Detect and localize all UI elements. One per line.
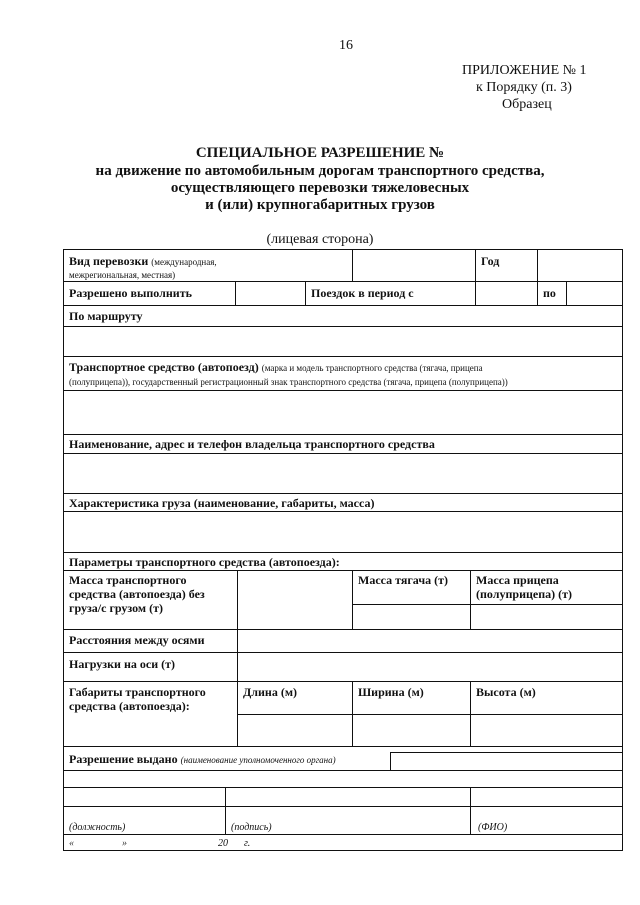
- col-line: [390, 752, 391, 770]
- form-border-right: [622, 249, 623, 850]
- col-line: [237, 570, 238, 746]
- page-number: 16: [339, 38, 353, 53]
- document-title: СПЕЦИАЛЬНОЕ РАЗРЕШЕНИЕ №: [195, 145, 445, 161]
- row-line: [63, 770, 623, 771]
- height-label: Высота (м): [476, 685, 536, 699]
- row-line: [63, 552, 623, 553]
- trailer-mass-label-1: Масса прицепа: [476, 573, 559, 587]
- position-label: (должность): [69, 822, 126, 833]
- col-line: [537, 249, 538, 305]
- params-label: Параметры транспортного средства (автопоезда):: [69, 555, 340, 569]
- row-line: [63, 434, 623, 435]
- col-line: [352, 249, 353, 281]
- col-line: [225, 787, 226, 834]
- signature-label: (подпись): [231, 822, 272, 833]
- side-label: (лицевая сторона): [266, 232, 374, 247]
- appendix-line1: ПРИЛОЖЕНИЕ № 1: [462, 63, 587, 78]
- row-line: [63, 787, 623, 788]
- col-line: [352, 570, 353, 629]
- trailer-mass-label-2: (полуприцепа) (т): [476, 587, 573, 601]
- row-line: [63, 249, 623, 250]
- date-year: 20: [218, 838, 228, 849]
- appendix-line2: к Порядку (п. 3): [476, 80, 572, 95]
- to-label: по: [543, 286, 556, 300]
- transport-type-hint: межрегиональная, местная): [69, 270, 176, 280]
- route-label: По маршруту: [69, 309, 143, 323]
- row-line: [237, 714, 623, 715]
- col-line: [305, 281, 306, 305]
- appendix-line3: Образец: [502, 97, 552, 112]
- owner-label: Наименование, адрес и телефон владельца транспортного средства: [69, 437, 435, 451]
- length-label: Длина (м): [243, 685, 297, 699]
- row-line: [63, 834, 623, 835]
- document-subtitle-3: и (или) крупногабаритных грузов: [205, 197, 435, 213]
- document-subtitle-1: на движение по автомобильным дорогам транспортного средства,: [95, 163, 545, 179]
- row-line: [390, 752, 623, 753]
- col-line: [566, 281, 567, 305]
- col-line: [470, 787, 471, 834]
- axle-distance-label: Расстояния между осями: [69, 633, 205, 647]
- row-line: [63, 390, 623, 391]
- trips-label: Поездок в период с: [311, 286, 414, 300]
- row-line: [63, 305, 623, 306]
- cargo-label: Характеристика груза (наименование, габариты, масса): [69, 496, 375, 510]
- document-subtitle-2: осуществляющего перевозки тяжеловесных: [170, 180, 470, 196]
- issued-label: Разрешение выдано (наименование уполномоченного органа): [69, 752, 336, 766]
- row-line: [63, 326, 623, 327]
- name-label: (ФИО): [478, 822, 508, 833]
- dims-label-1: Габариты транспортного: [69, 685, 206, 699]
- row-line: [63, 681, 623, 682]
- dims-label-2: средства (автопоезда):: [69, 699, 190, 713]
- row-line: [63, 453, 623, 454]
- date-close-quote: »: [122, 838, 127, 849]
- col-line: [470, 570, 471, 629]
- date-open-quote: «: [69, 838, 74, 849]
- mass-label-1: Масса транспортного: [69, 573, 187, 587]
- row-line: [63, 806, 623, 807]
- row-line: [63, 850, 623, 851]
- col-line: [470, 681, 471, 746]
- tractor-mass-label: Масса тягача (т): [358, 573, 448, 587]
- row-line: [63, 746, 623, 747]
- axle-load-label: Нагрузки на оси (т): [69, 657, 175, 671]
- col-line: [475, 249, 476, 305]
- row-line: [63, 356, 623, 357]
- row-line: [63, 511, 623, 512]
- row-line: [352, 604, 623, 605]
- row-line: [63, 493, 623, 494]
- mass-label-3: груза/с грузом (т): [69, 601, 163, 615]
- form-border-left: [63, 249, 64, 850]
- row-line: [63, 629, 623, 630]
- col-line: [352, 681, 353, 746]
- vehicle-hint: (полуприцепа)), государственный регистрационный знак транспортного средства (тягача, прицепа (полуприцепа)): [69, 377, 508, 387]
- date-suffix: г.: [244, 838, 251, 849]
- year-label: Год: [481, 254, 500, 268]
- mass-label-2: средства (автопоезда) без: [69, 587, 205, 601]
- row-line: [63, 570, 623, 571]
- vehicle-label: Транспортное средство (автопоезд) (марка и модель транспортного средства (тягача, прицепа: [69, 360, 483, 374]
- width-label: Ширина (м): [358, 685, 424, 699]
- col-line: [235, 281, 236, 305]
- transport-type-label: Вид перевозки (международная,: [69, 254, 217, 268]
- row-line: [63, 652, 623, 653]
- permitted-label: Разрешено выполнить: [69, 286, 192, 300]
